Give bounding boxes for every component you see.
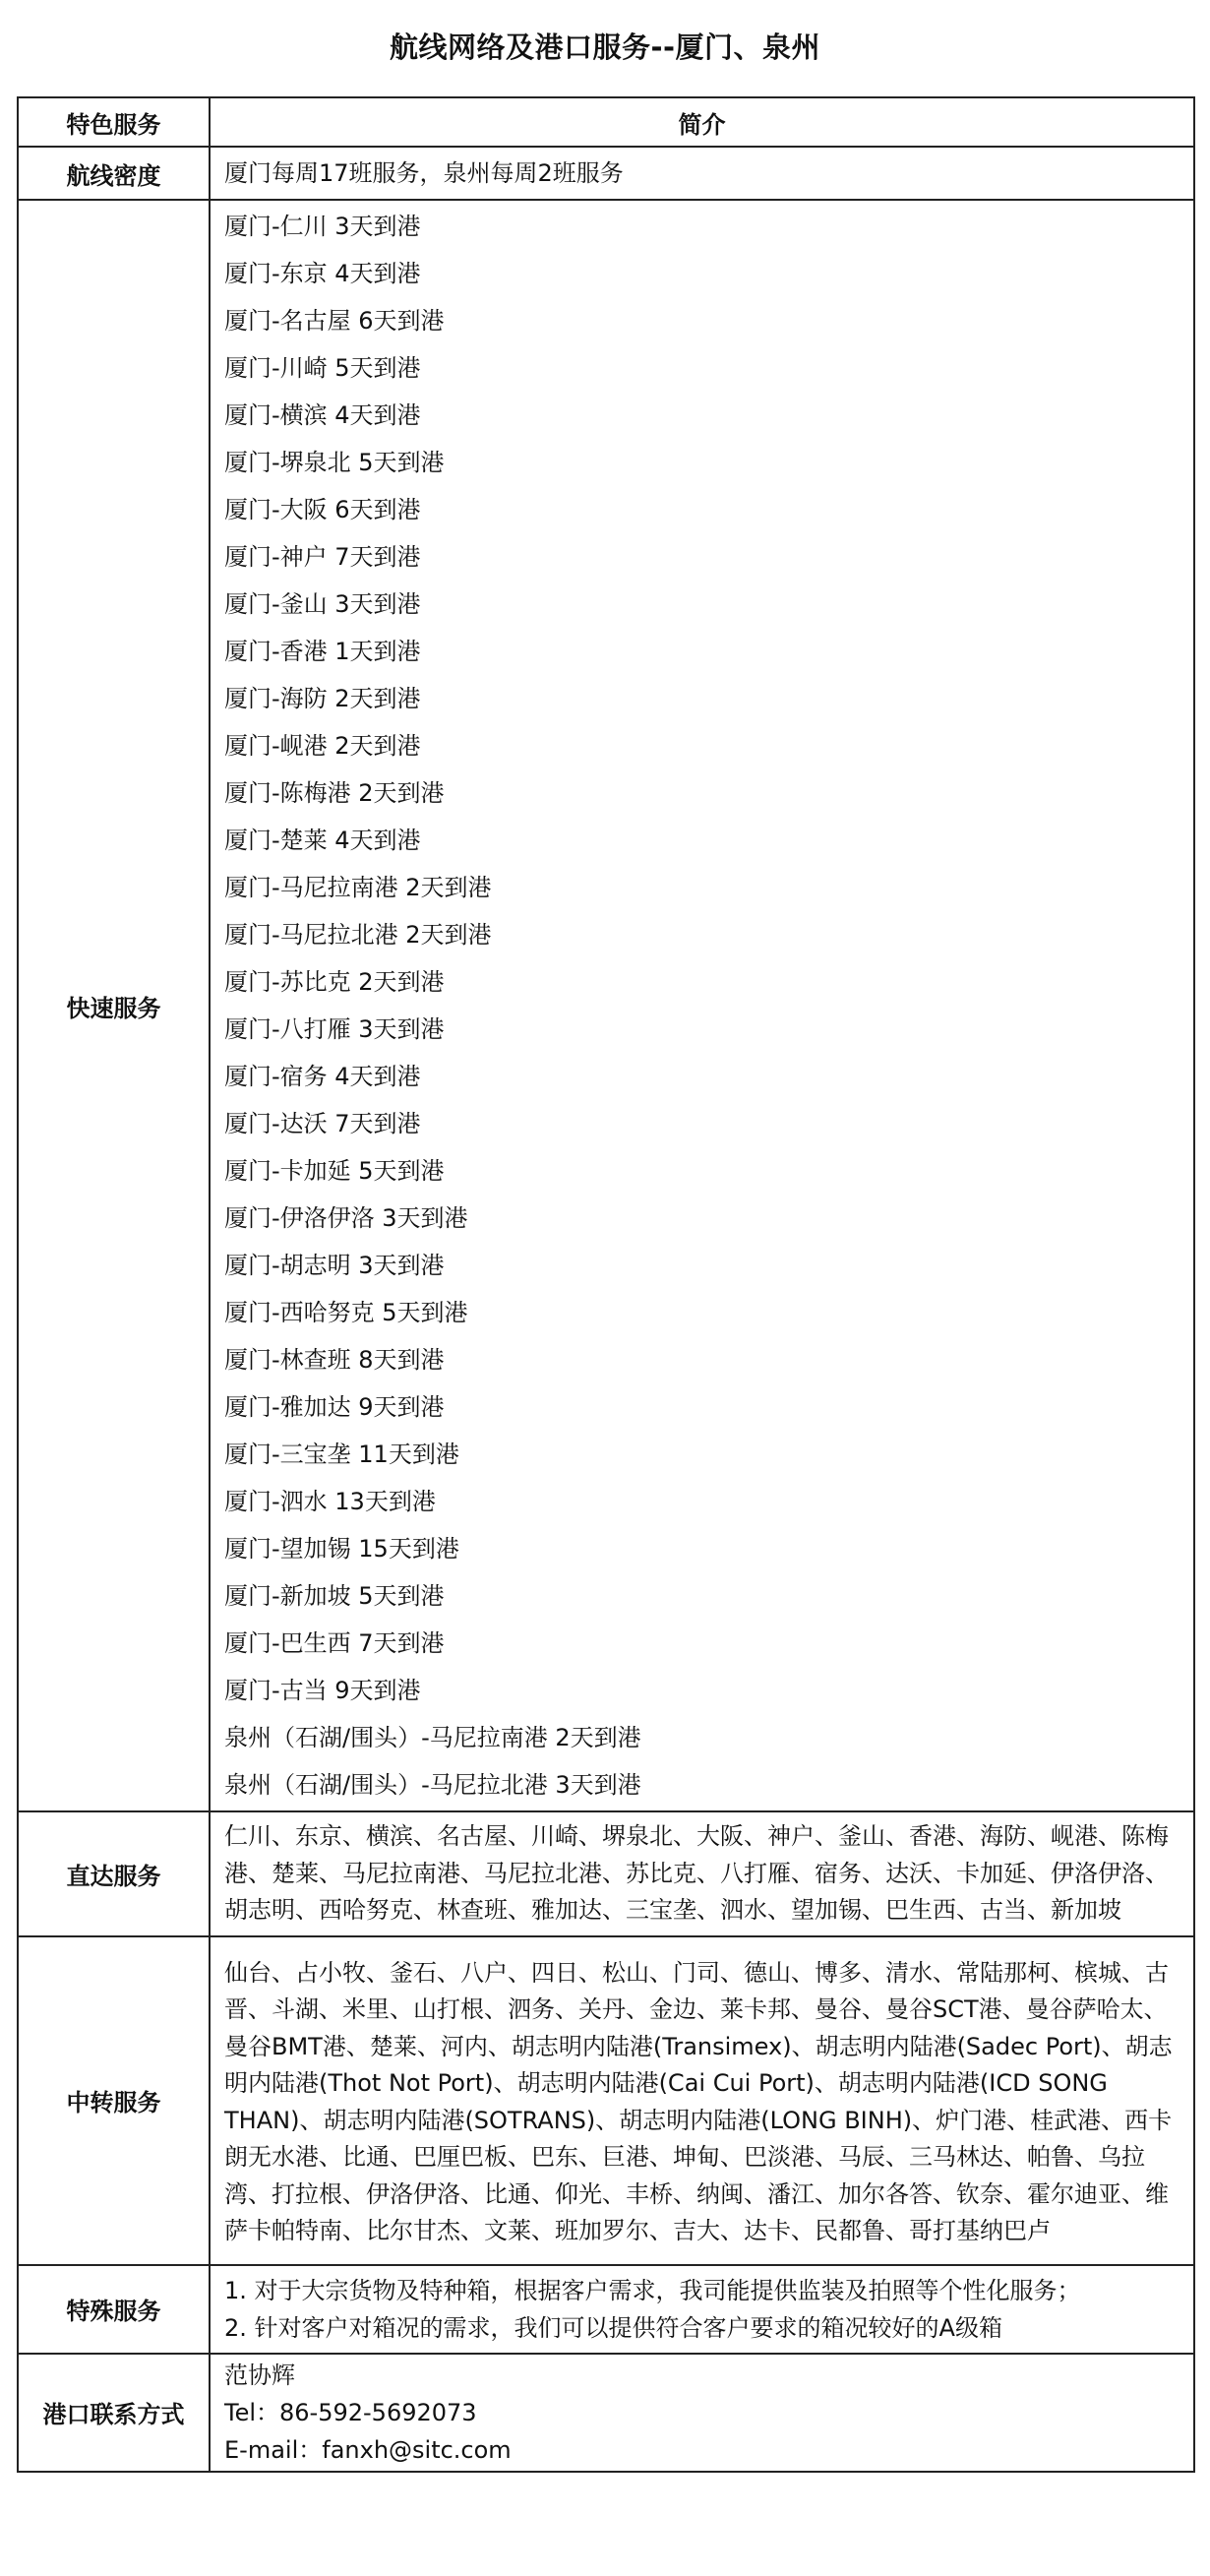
service-table — [17, 96, 1195, 2473]
express-route-item: 厦门-达沃 7天到港 — [224, 1110, 421, 1137]
row-density — [18, 147, 1194, 200]
express-route-item: 厦门-巴生西 7天到港 — [224, 1629, 445, 1657]
express-route-item: 厦门-陈梅港 2天到港 — [224, 779, 445, 807]
row-special — [18, 2265, 1194, 2354]
express-route-item: 厦门-川崎 5天到港 — [224, 354, 421, 382]
express-route-item: 厦门-香港 1天到港 — [224, 638, 421, 665]
express-route-item: 厦门-马尼拉北港 2天到港 — [224, 921, 492, 949]
express-route-item: 厦门-西哈努克 5天到港 — [224, 1299, 468, 1326]
row-transfer — [18, 1936, 1194, 2265]
express-route-list — [210, 200, 1194, 1811]
label-contact: 港口联系方式 — [18, 2354, 210, 2472]
express-route-item: 厦门-三宝垄 11天到港 — [224, 1441, 459, 1468]
contact-info — [210, 2354, 1194, 2472]
express-route-item: 厦门-宿务 4天到港 — [224, 1063, 421, 1090]
special-item: 2. 针对客户对箱况的需求，我们可以提供符合客户要求的箱况较好的A级箱 — [224, 2313, 1002, 2342]
express-route-item: 厦门-八打雁 3天到港 — [224, 1015, 445, 1043]
table-header-row — [18, 97, 1194, 147]
express-route-item: 厦门-横滨 4天到港 — [224, 401, 421, 429]
express-route-item: 厦门-岘港 2天到港 — [224, 732, 421, 760]
express-route-item: 厦门-楚莱 4天到港 — [224, 827, 421, 854]
express-route-item: 厦门-海防 2天到港 — [224, 685, 421, 712]
express-route-item: 厦门-望加锡 15天到港 — [224, 1535, 459, 1563]
express-route-item: 泉州（石湖/围头）-马尼拉南港 2天到港 — [224, 1724, 641, 1751]
contact-tel: Tel：86-592-5692073 — [224, 2398, 477, 2426]
label-transfer: 中转服务 — [18, 1936, 210, 2265]
express-route-item: 厦门-大阪 6天到港 — [224, 496, 421, 523]
express-route-item: 厦门-仁川 3天到港 — [224, 213, 421, 240]
express-route-item: 厦门-古当 9天到港 — [224, 1677, 421, 1704]
express-route-item: 厦门-雅加达 9天到港 — [224, 1393, 445, 1421]
express-route-item: 厦门-胡志明 3天到港 — [224, 1252, 445, 1279]
express-route-item: 厦门-林查班 8天到港 — [224, 1346, 445, 1374]
express-route-item: 厦门-东京 4天到港 — [224, 260, 421, 287]
row-express — [18, 200, 1194, 1811]
express-route-item: 厦门-新加坡 5天到港 — [224, 1582, 445, 1610]
special-items — [210, 2265, 1194, 2354]
express-route-item: 厦门-马尼拉南港 2天到港 — [224, 874, 492, 901]
density-text: 厦门每周17班服务，泉州每周2班服务 — [210, 147, 1194, 200]
label-express: 快速服务 — [18, 200, 210, 1811]
row-direct — [18, 1811, 1194, 1936]
contact-name: 范协辉 — [224, 2361, 295, 2389]
label-density: 航线密度 — [18, 147, 210, 200]
header-feature: 特色服务 — [18, 97, 210, 147]
express-route-item: 厦门-神户 7天到港 — [224, 543, 421, 571]
header-summary: 简介 — [210, 97, 1194, 147]
express-route-item: 厦门-泗水 13天到港 — [224, 1488, 436, 1515]
express-route-item: 厦门-卡加延 5天到港 — [224, 1157, 445, 1185]
special-item: 1. 对于大宗货物及特种箱，根据客户需求，我司能提供监装及拍照等个性化服务； — [224, 2276, 1081, 2304]
page-title: 航线网络及港口服务--厦门、泉州 — [389, 31, 821, 64]
transfer-ports-text: 仙台、占小牧、釜石、八户、四日、松山、门司、德山、博多、清水、常陆那柯、槟城、古晋、斗湖、米里、山打根、泗务、关丹、金边、莱卡邦、曼谷、曼谷SCT港、曼谷萨哈太、曼谷BMT港、楚莱、河内、胡志明内陆港(Transimex)、胡志明内陆港(Sadec Port)、胡志明内陆港(Thot Not Port)、胡志明内陆港(Cai Cui Port)、胡志明内陆港(ICD SONG THAN)、胡志明内陆港(SOTRANS)、胡志明内陆港(LONG BINH)、炉门港、桂武港、西卡朗无水港、比通、巴厘巴板、巴东、巨港、坤甸、巴淡港、马辰、三马林达、帕鲁、乌拉湾、打拉根、伊洛伊洛、比通、仰光、丰桥、纳闽、潘江、加尔各答、钦奈、霍尔迪亚、维萨卡帕特南、比尔甘杰、文莱、班加罗尔、吉大、达卡、民都鲁、哥打基纳巴卢 — [210, 1936, 1194, 2265]
express-route-item: 厦门-名古屋 6天到港 — [224, 307, 445, 335]
express-route-item: 厦门-堺泉北 5天到港 — [224, 449, 445, 476]
direct-ports-text: 仁川、东京、横滨、名古屋、川崎、堺泉北、大阪、神户、釜山、香港、海防、岘港、陈梅港、楚莱、马尼拉南港、马尼拉北港、苏比克、八打雁、宿务、达沃、卡加延、伊洛伊洛、胡志明、西哈努克、林查班、雅加达、三宝垄、泗水、望加锡、巴生西、古当、新加坡 — [210, 1811, 1194, 1936]
express-route-item: 厦门-苏比克 2天到港 — [224, 968, 445, 996]
express-route-item: 泉州（石湖/围头）-马尼拉北港 3天到港 — [224, 1771, 641, 1799]
row-contact — [18, 2354, 1194, 2472]
express-route-item: 厦门-釜山 3天到港 — [224, 590, 421, 618]
express-route-item: 厦门-伊洛伊洛 3天到港 — [224, 1204, 468, 1232]
label-special: 特殊服务 — [18, 2265, 210, 2354]
contact-email[interactable]: E-mail：fanxh@sitc.com — [224, 2435, 512, 2464]
label-direct: 直达服务 — [18, 1811, 210, 1936]
